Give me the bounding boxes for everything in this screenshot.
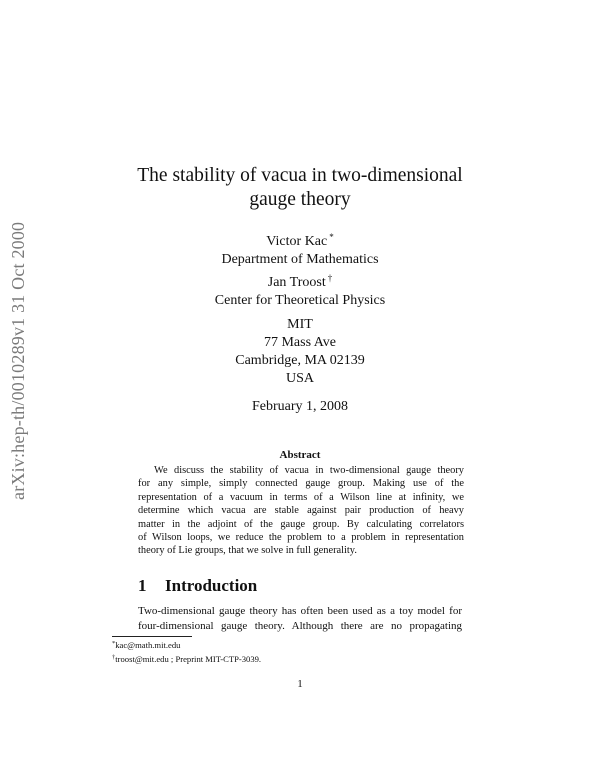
abstract-heading: Abstract <box>279 449 321 461</box>
abstract-line: We discuss the stability of vacua in two-dimensional gauge theory <box>154 465 464 476</box>
address-line-1: MIT <box>287 317 313 332</box>
introduction-paragraph <box>138 604 462 633</box>
paper-title <box>0 164 600 212</box>
title-line-2: gauge theory <box>249 189 351 210</box>
intro-line: four-dimensional gauge theory. Although there are no propagating <box>138 619 462 632</box>
footnote-2-text: troost@mit.edu ; Preprint MIT-CTP-3039. <box>115 653 262 664</box>
footnote-2-mark: † <box>112 653 116 661</box>
author-block <box>0 228 600 310</box>
abstract-line: of Wilson loops, we reduce the problem to a problem in representation <box>138 532 464 544</box>
author-2-affiliation: Center for Theoretical Physics <box>214 293 386 308</box>
abstract-line: matter in the adjoint of the gauge group. By calculating correlators <box>138 518 464 530</box>
abstract-body <box>138 464 464 558</box>
paper-date: February 1, 2008 <box>251 399 349 414</box>
section-heading-introduction <box>138 576 257 596</box>
author-1 <box>0 228 600 251</box>
abstract-line: determine which vacua are stable against pair production of heavy <box>138 505 464 517</box>
section-number: 1 <box>138 576 147 595</box>
author-2-name: Jan Troost <box>267 275 326 290</box>
abstract-line: representation of a vacuum in terms of a Wilson line at infinity, we <box>138 491 464 503</box>
title-line-1: The stability of vacua in two-dimensional <box>137 165 463 186</box>
address-line-4: USA <box>285 371 314 386</box>
address-line-2: 77 Mass Ave <box>263 335 337 350</box>
page-number: 1 <box>297 678 303 690</box>
author-1-affiliation: Department of Mathematics <box>221 252 379 267</box>
footnote-1-text: kac@math.mit.edu <box>115 640 181 650</box>
abstract-line: theory of Lie groups, that we solve in full generality. <box>138 545 357 557</box>
address-line-3: Cambridge, MA 02139 <box>235 353 365 368</box>
footnote-1 <box>112 638 261 652</box>
author-1-name: Victor Kac <box>266 234 328 249</box>
abstract-line: for any simple, simply connected gauge group. Making use of the <box>138 478 464 490</box>
intro-line: Two-dimensional gauge theory has often been used as a toy model for <box>138 605 462 617</box>
author-2 <box>0 269 600 292</box>
footnote-1-mark: * <box>112 640 116 647</box>
arxiv-identifier-stamp: arXiv:hep-th/0010289v1 31 Oct 2000 <box>8 221 28 500</box>
section-title: Introduction <box>165 576 258 595</box>
footnote-divider <box>112 636 192 637</box>
author-2-footnote-mark: † <box>327 273 333 283</box>
institution-address <box>0 316 600 388</box>
footnote-2 <box>112 652 261 666</box>
footnotes <box>112 638 261 665</box>
author-1-footnote-mark: * <box>329 232 334 242</box>
